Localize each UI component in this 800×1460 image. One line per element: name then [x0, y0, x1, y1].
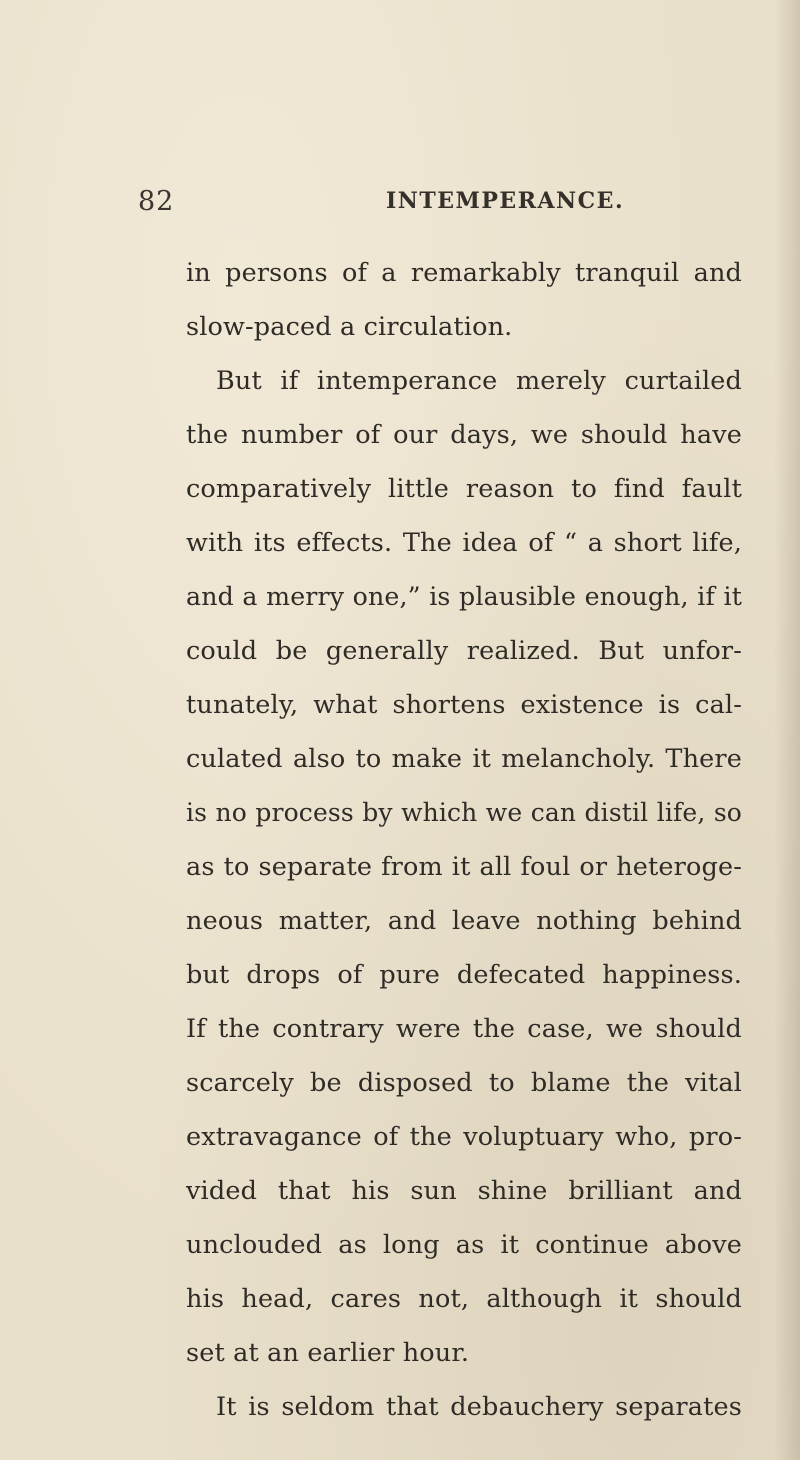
- text-line: with its effects. The idea of “ a short life,: [186, 528, 742, 558]
- body-text: [186, 246, 742, 1434]
- text-line: tunately, what shortens existence is cal-: [186, 690, 742, 720]
- text-line: extravagance of the voluptuary who, pro-: [186, 1122, 742, 1152]
- text-line: and a merry one,” is plausible enough, if it: [186, 582, 742, 611]
- text-line: unclouded as long as it continue above: [186, 1230, 742, 1260]
- running-title: INTEMPERANCE.: [386, 188, 625, 214]
- text-line: culated also to make it melancholy. There: [186, 744, 742, 774]
- text-line: is no process by which we can distil life, so: [186, 798, 742, 827]
- text-line: in persons of a remarkably tranquil and: [186, 258, 742, 288]
- text-line: If the contrary were the case, we should: [186, 1014, 742, 1044]
- text-line: It is seldom that debauchery separates: [216, 1392, 742, 1422]
- text-line: but drops of pure defecated happiness.: [186, 960, 742, 990]
- text-line: as to separate from it all foul or heteroge-: [186, 852, 742, 882]
- text-line: scarcely be disposed to blame the vital: [186, 1068, 742, 1098]
- text-line: the number of our days, we should have: [186, 420, 742, 450]
- text-line: comparatively little reason to find fault: [186, 474, 742, 504]
- text-line: neous matter, and leave nothing behind: [186, 906, 742, 936]
- text-line: could be generally realized. But unfor-: [186, 636, 742, 666]
- text-line: his head, cares not, although it should: [186, 1284, 742, 1314]
- page-number: 82: [138, 186, 175, 217]
- text-line: set at an earlier hour.: [186, 1338, 470, 1368]
- running-head: [138, 186, 778, 226]
- text-line: But if intemperance merely curtailed: [216, 366, 742, 396]
- text-line: vided that his sun shine brilliant and: [186, 1176, 742, 1206]
- text-line: slow-paced a circulation.: [186, 312, 513, 342]
